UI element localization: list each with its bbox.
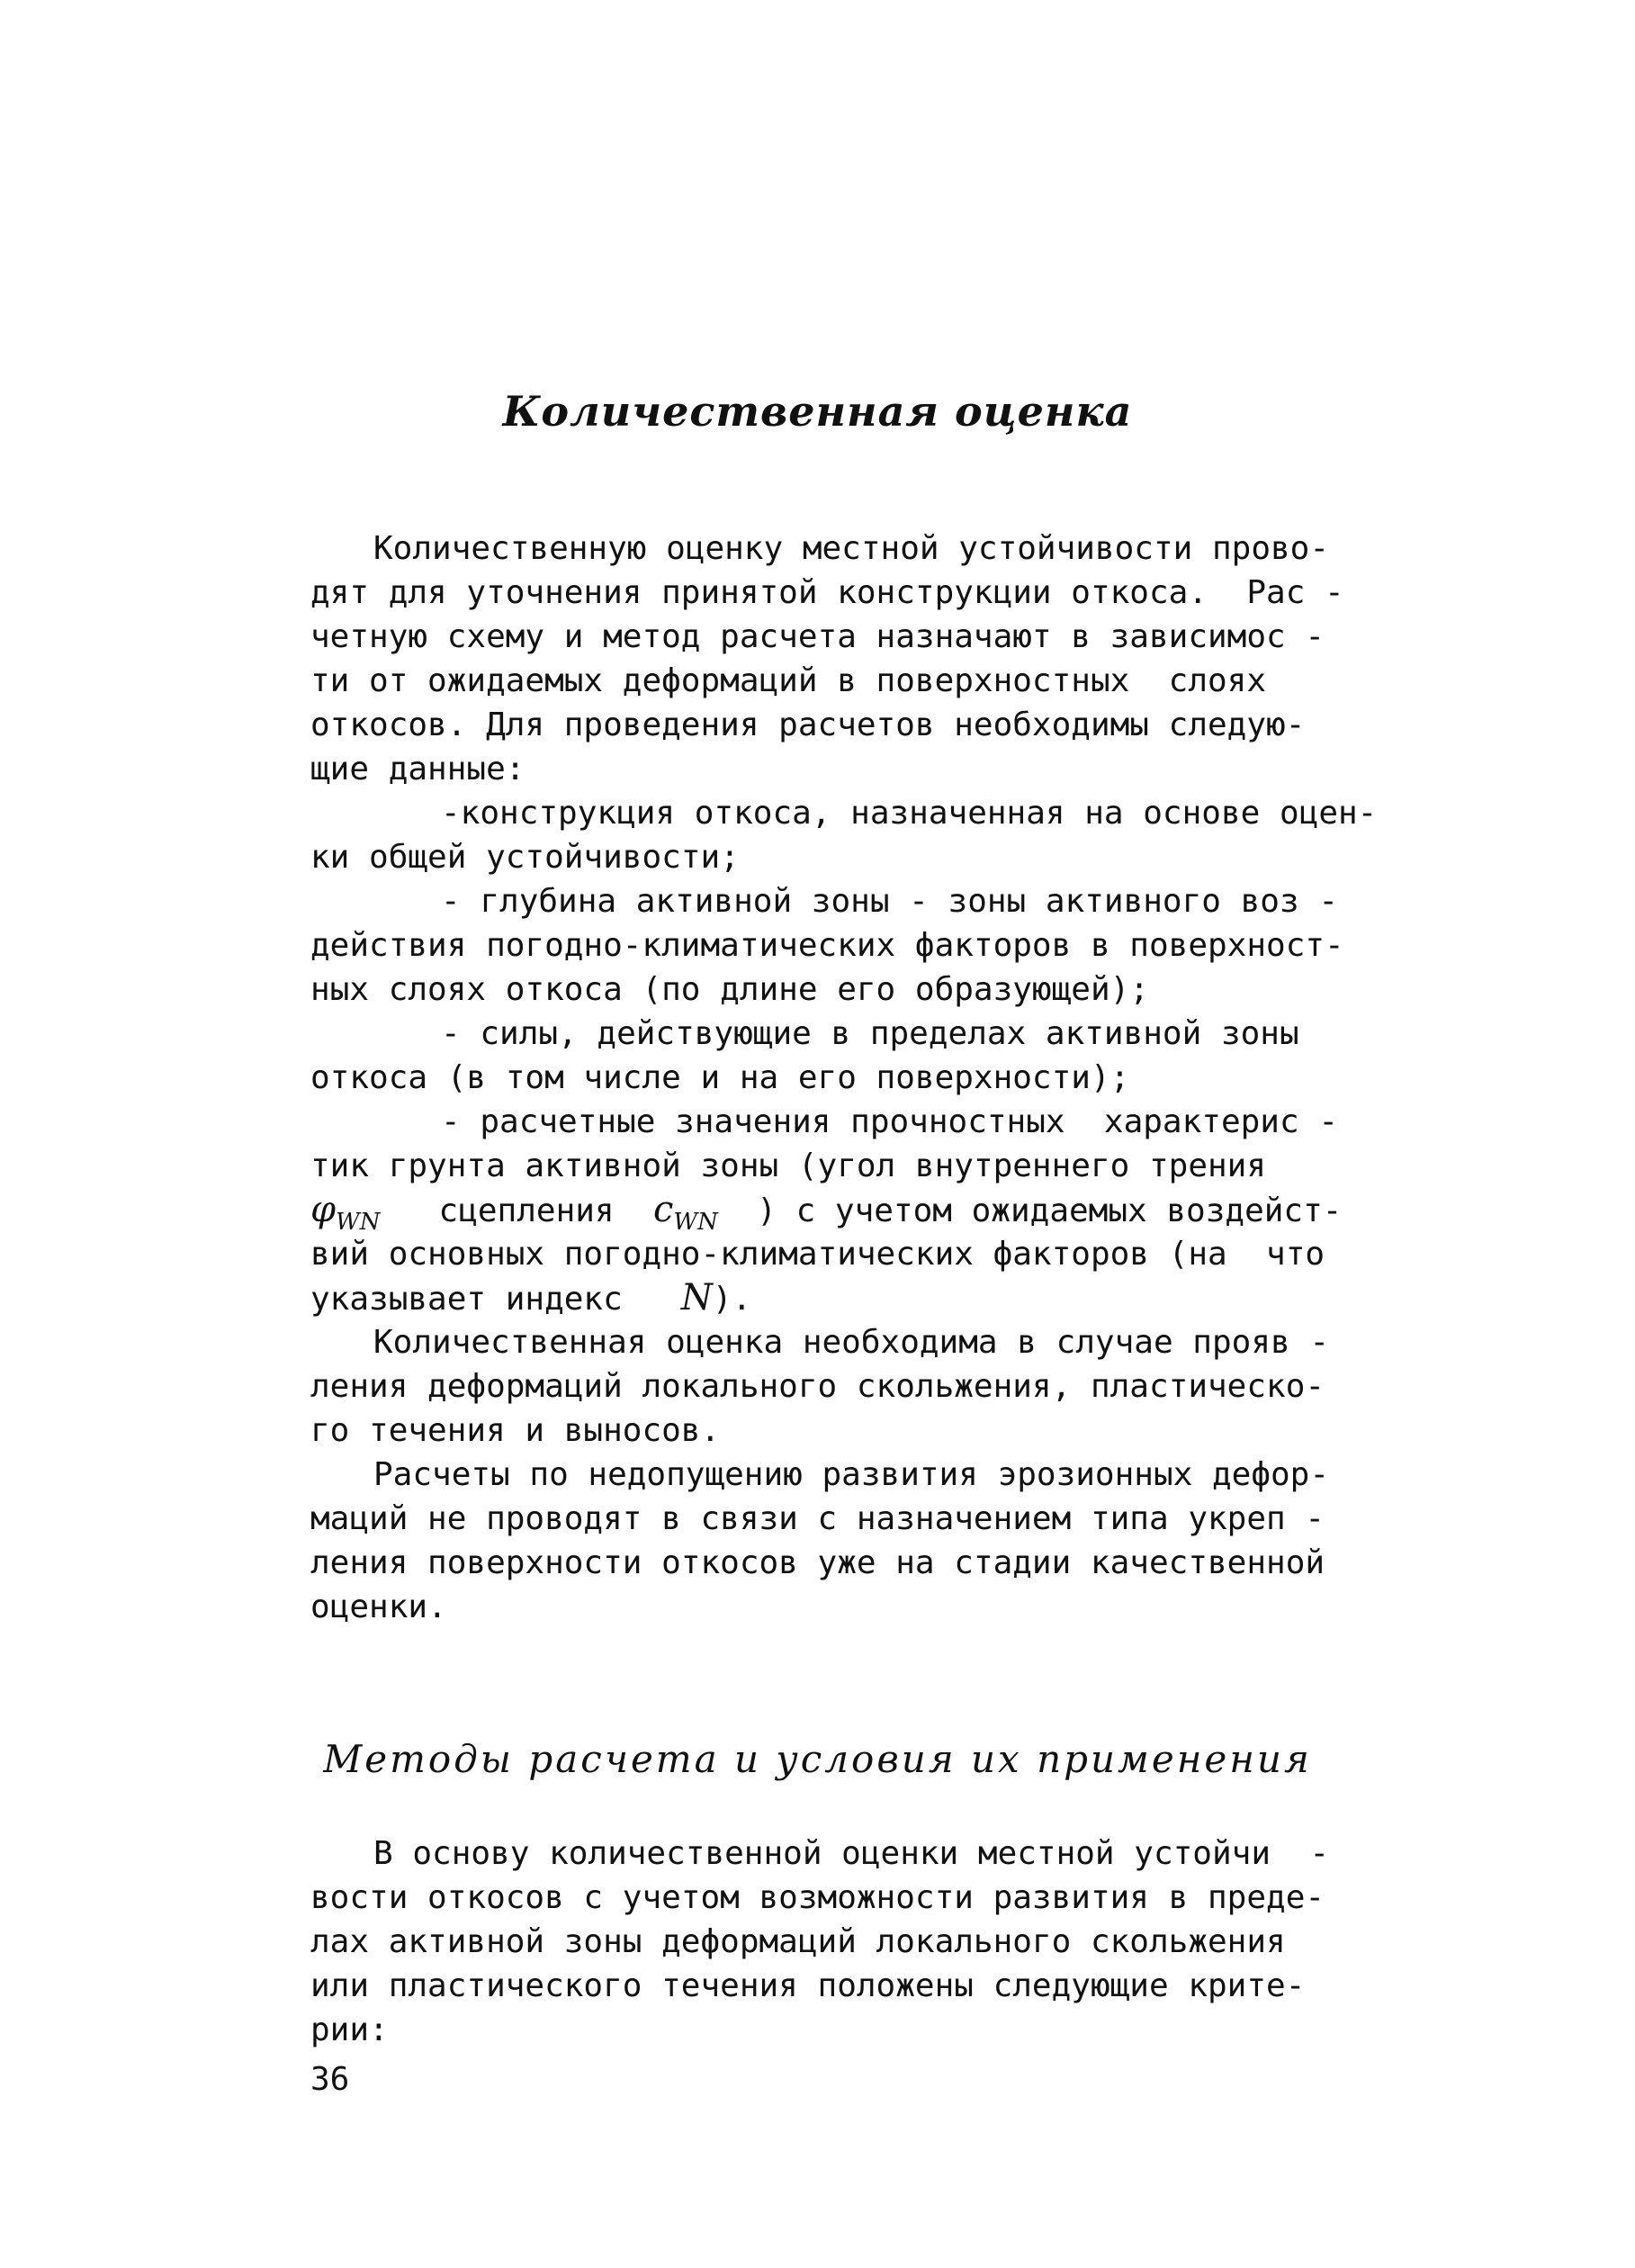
section-title-quantitative-assessment: Количественная оценка: [502, 387, 1133, 436]
text-fragment: ).: [712, 1281, 752, 1318]
text-line: ти от ожидаемых деформаций в поверхностных слоях: [310, 662, 1267, 699]
text-line: оценки.: [310, 1588, 447, 1625]
list-item: - расчетные значения прочностных характерис -: [441, 1103, 1338, 1140]
text-line: действия погодно-климатических факторов в поверхност-: [310, 927, 1344, 964]
text-line: Количественную оценку местной устойчивости прово-: [373, 530, 1330, 567]
text-line-with-formulas: [310, 1188, 1471, 1232]
text-line: го течения и выносов.: [310, 1412, 721, 1449]
text-line: ных слоях откоса (по длине его образующей);: [310, 971, 1149, 1008]
list-item: -конструкция откоса, назначенная на основе оцен-: [441, 795, 1378, 832]
list-item: - силы, действующие в пределах активной зоны: [441, 1015, 1299, 1052]
section-body-calculation-methods: [310, 1832, 1471, 2052]
text-line: откоса (в том числе и на его поверхности);: [310, 1059, 1130, 1096]
text-line: В основу количественной оценки местной устойчи -: [373, 1835, 1330, 1872]
text-line: тик грунта активной зоны (угол внутреннего трения: [310, 1148, 1267, 1184]
text-line: лах активной зоны деформаций локального скольжения: [310, 1923, 1286, 1960]
text-line: Расчеты по недопущению развития эрозионных дефор-: [373, 1456, 1330, 1493]
text-line: вий основных погодно-климатических факторов (на что: [310, 1236, 1325, 1273]
text-fragment: ) с учетом ожидаемых воздейст-: [757, 1192, 1343, 1229]
text-line-with-formula: [310, 1276, 1471, 1320]
index-symbol: N: [680, 1277, 713, 1318]
page-number: 36: [310, 2061, 350, 2098]
list-item: - глубина активной зоны - зоны активного воз -: [441, 883, 1338, 920]
section-title-calculation-methods: Методы расчета и условия их применения: [323, 1737, 1312, 1781]
cohesion-symbol: $c_{WN}$: [652, 1189, 718, 1232]
text-line: ления поверхности откосов уже на стадии качественной: [310, 1544, 1325, 1581]
text-fragment: указывает индекс: [310, 1281, 623, 1318]
text-line: ки общей устойчивости;: [310, 839, 740, 876]
text-fragment: сцепления: [438, 1192, 615, 1229]
text-line: дят для уточнения принятой конструкции откоса. Рас -: [310, 574, 1344, 611]
text-line: маций не проводят в связи с назначением типа укреп -: [310, 1500, 1325, 1537]
text-line: четную схему и метод расчета назначают в зависимос -: [310, 618, 1325, 655]
text-line: откосов. Для проведения расчетов необходимы следую-: [310, 706, 1306, 743]
friction-angle-symbol: $\varphi_{WN}$: [310, 1189, 381, 1232]
text-line: или пластического течения положены следующие крите-: [310, 1967, 1306, 2004]
text-line: ления деформаций локального скольжения, пластическо-: [310, 1368, 1325, 1405]
text-line: щие данные:: [310, 751, 526, 788]
text-line: Количественная оценка необходима в случае прояв -: [373, 1324, 1330, 1361]
section-body-quantitative-assessment: [310, 526, 1471, 1629]
text-line: рии:: [310, 2012, 389, 2048]
text-line: вости откосов с учетом возможности развития в преде-: [310, 1879, 1325, 1916]
